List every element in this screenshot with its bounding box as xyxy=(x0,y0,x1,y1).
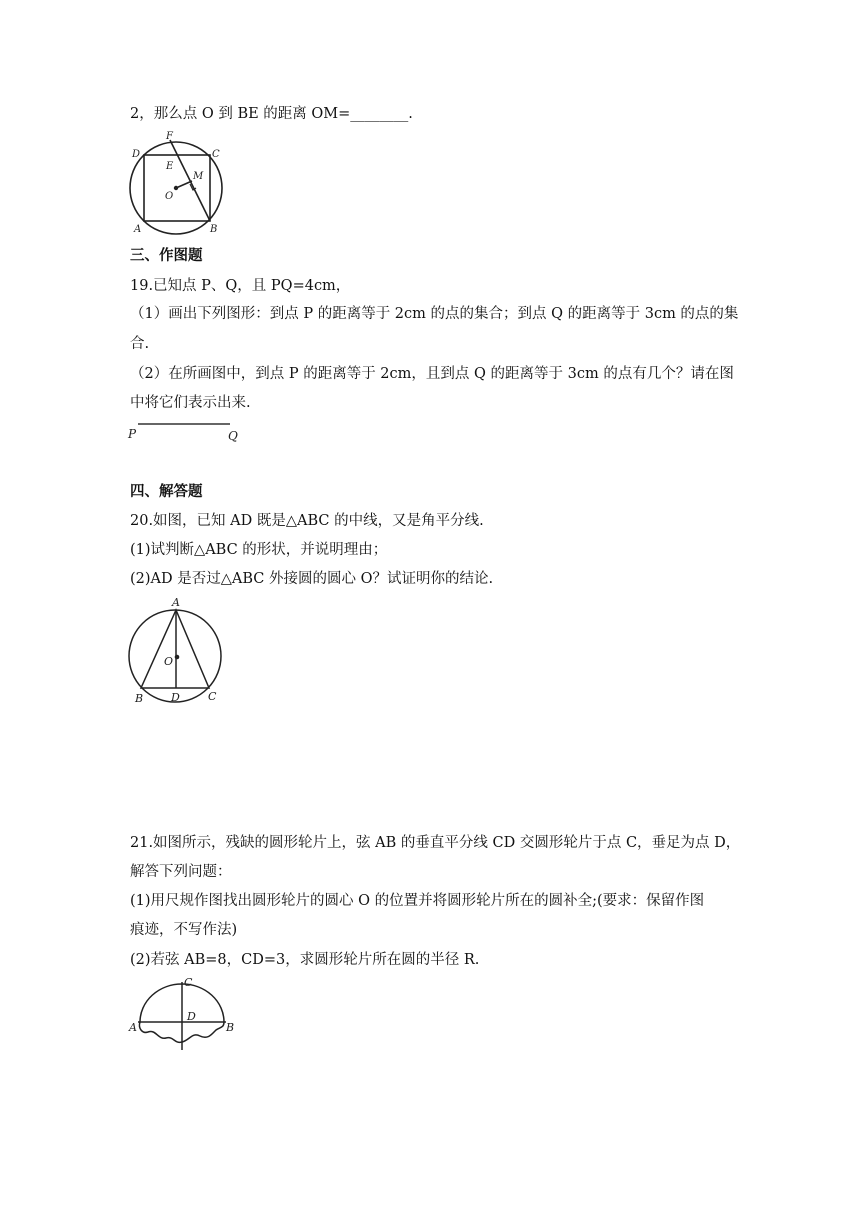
q21-stem-line2: 解答下列问题： xyxy=(130,864,232,880)
q19-part1-line2: 合. xyxy=(130,336,150,352)
label-B: B xyxy=(210,224,218,235)
label-A: A xyxy=(129,1021,137,1034)
label-O: O xyxy=(165,191,174,202)
q21-part1-line2: 痕迹，不写作法) xyxy=(130,922,238,938)
label-D: D xyxy=(132,149,141,160)
figure-18-square-in-circle xyxy=(124,128,234,238)
q20-stem: 20.如图，已知 AD 既是△ABC 的中线，又是角平分线. xyxy=(130,513,484,529)
label-C: C xyxy=(212,149,220,160)
figure-21-broken-wheel xyxy=(128,974,248,1054)
section-4-heading: 四、解答题 xyxy=(130,484,203,500)
q19-part2-line2: 中将它们表示出来. xyxy=(130,395,251,411)
label-O: O xyxy=(164,655,174,668)
q20-part1: (1)试判断△ABC 的形状，并说明理由； xyxy=(130,542,388,558)
label-M: M xyxy=(193,171,204,182)
q21-part1-line1: (1)用尺规作图找出圆形轮片的圆心 O 的位置并将圆形轮片所在的圆补全;(要求：保留作图 xyxy=(130,893,705,909)
section-3-heading: 三、作图题 xyxy=(130,248,203,264)
q19-stem: 19.已知点 P、Q，且 PQ=4cm， xyxy=(130,278,351,294)
q21-stem-line1: 21.如图所示，残缺的圆形轮片上，弦 AB 的垂直平分线 CD 交圆形轮片于点 C，垂足为点 D， xyxy=(130,835,741,851)
label-F: F xyxy=(166,131,173,142)
label-C: C xyxy=(184,976,193,989)
label-Q: Q xyxy=(228,429,238,443)
label-B: B xyxy=(135,692,144,705)
label-A: A xyxy=(172,596,180,609)
figure-19-segment-pq xyxy=(126,420,246,444)
q18-tail-text: 2，那么点 O 到 BE 的距离 OM=________. xyxy=(130,106,413,122)
label-P: P xyxy=(128,427,137,441)
q21-part2: (2)若弦 AB=8，CD=3，求圆形轮片所在圆的半径 R. xyxy=(130,952,480,968)
label-D: D xyxy=(171,691,180,704)
label-B: B xyxy=(226,1021,235,1034)
q19-part1-line1: （1）画出下列图形：到点 P 的距离等于 2cm 的点的集合；到点 Q 的距离等于 3cm 的点的集 xyxy=(130,306,739,322)
label-C: C xyxy=(208,690,217,703)
q19-part2-line1: （2）在所画图中，到点 P 的距离等于 2cm，且到点 Q 的距离等于 3cm 的点有几个？请在图 xyxy=(130,366,734,382)
q20-part2: (2)AD 是否过△ABC 外接圆的圆心 O？试证明你的结论. xyxy=(130,571,494,587)
label-A: A xyxy=(134,224,142,235)
figure-20-triangle-in-circle xyxy=(126,596,236,706)
label-D: D xyxy=(187,1010,196,1023)
label-E: E xyxy=(166,161,174,172)
